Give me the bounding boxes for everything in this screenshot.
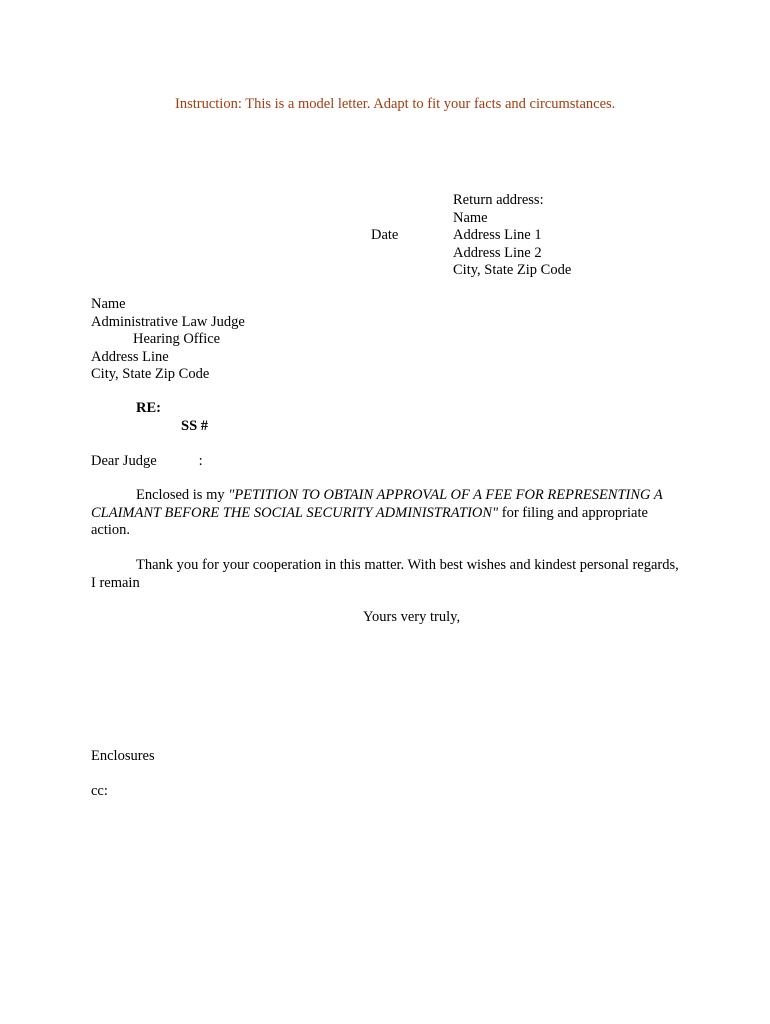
recipient-title: Administrative Law Judge bbox=[91, 313, 245, 330]
enclosures-label: Enclosures bbox=[91, 748, 155, 764]
closing: Yours very truly, bbox=[363, 609, 461, 625]
salutation bbox=[91, 453, 203, 471]
body-paragraph-thanks: Thank you for your cooperation in this matter. With best wishes and kindest personal regards, I remain bbox=[91, 557, 679, 591]
return-address-block bbox=[453, 192, 571, 280]
recipient-city-state-zip: City, State Zip Code bbox=[91, 366, 210, 382]
recipient-address-block bbox=[91, 296, 245, 384]
date-label: Date bbox=[371, 227, 399, 243]
recipient-address-line: Address Line bbox=[91, 348, 169, 365]
instruction-note: Instruction: This is a model letter. Adapt to fit your facts and circumstances. bbox=[175, 96, 616, 112]
return-address-name: Name bbox=[453, 209, 488, 226]
recipient-office: Hearing Office bbox=[133, 331, 221, 347]
paragraph-tail: for filing and appropriate action. bbox=[91, 504, 648, 538]
salutation-colon: : bbox=[198, 453, 203, 469]
paragraph-lead: Enclosed is my bbox=[136, 487, 229, 503]
petition-title: "PETITION TO OBTAIN APPROVAL OF A FEE FOR REPRESENTING A CLAIMANT BEFORE THE SOCIAL SECURITY ADMINISTRATION" bbox=[91, 487, 663, 521]
body-paragraph-enclosed bbox=[91, 487, 681, 540]
ss-number-label: SS # bbox=[181, 418, 209, 434]
return-address-line-1: Address Line 1 bbox=[453, 227, 542, 243]
salutation-text: Dear Judge bbox=[91, 453, 157, 469]
re-label: RE: bbox=[136, 400, 161, 416]
recipient-name: Name bbox=[91, 296, 126, 312]
return-address-heading: Return address: bbox=[453, 192, 544, 208]
return-address-city-state-zip: City, State Zip Code bbox=[453, 262, 572, 278]
cc-label: cc: bbox=[91, 783, 108, 799]
return-address-line-2: Address Line 2 bbox=[453, 244, 542, 261]
